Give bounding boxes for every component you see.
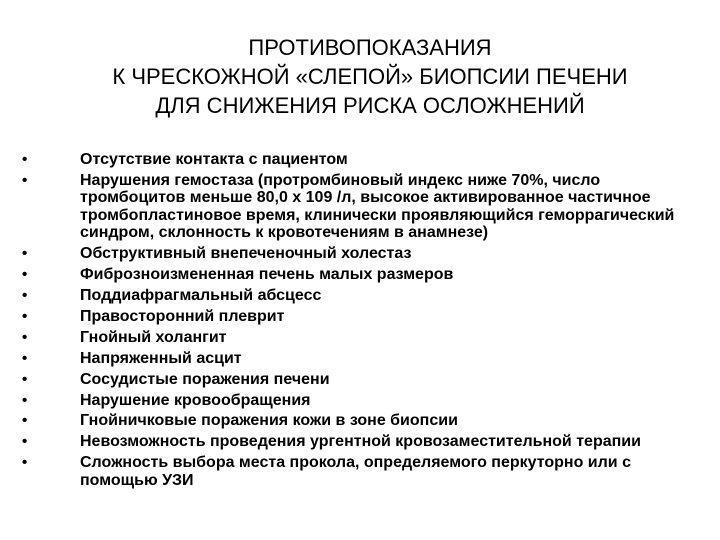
list-item-text: Нарушение кровообращения: [80, 391, 311, 409]
list-item-text: Гнойничковые поражения кожи в зоне биопсии: [80, 412, 458, 430]
list-item: [22, 454, 702, 489]
list-item-text: Поддиафрагмальный абсцесс: [80, 287, 322, 305]
bullet-icon: •: [22, 245, 28, 263]
bullet-icon: •: [22, 171, 28, 189]
bullet-icon: •: [22, 349, 28, 367]
bullet-icon: •: [22, 151, 28, 168]
list-item: [22, 151, 702, 169]
title-line: ПРОТИВОПОКАЗАНИЯ: [248, 35, 492, 60]
bullet-icon: •: [22, 266, 28, 284]
bullet-icon: •: [22, 307, 28, 325]
list-item: [22, 245, 702, 263]
list-item-text: Нарушения гемостаза (протромбиновый индекс ниже 70%, число тромбоцитов меньше 80,0 х 109 /л, высокое активированное частичное тромбопластиновое время, клинически проявляющийся геморрагический синдром, склонность к кровотечениям в анамнезе): [80, 171, 675, 242]
title-line: ДЛЯ СНИЖЕНИЯ РИСКА ОСЛОЖНЕНИЙ: [155, 93, 585, 118]
bullet-icon: •: [22, 412, 28, 430]
list-item: [22, 287, 702, 305]
bullet-icon: •: [22, 287, 28, 305]
list-item-text: Сосудистые поражения печени: [80, 370, 330, 388]
list-item: [22, 433, 702, 451]
list-item: [22, 350, 702, 368]
list-item: [22, 266, 702, 284]
list-item: [22, 172, 702, 242]
list-item-text: Напряженный асцит: [80, 349, 242, 367]
list-item: [22, 308, 702, 326]
title-line: К ЧРЕСКОЖНОЙ «СЛЕПОЙ» БИОПСИИ ПЕЧЕНИ: [112, 64, 628, 89]
list-item: [22, 392, 702, 410]
list-item: [22, 412, 702, 430]
bullet-icon: •: [22, 433, 28, 451]
bullet-icon: •: [22, 391, 28, 409]
list-item-text: Правосторонний плеврит: [80, 307, 285, 325]
bullet-icon: •: [22, 454, 28, 472]
list-item: [22, 329, 702, 347]
contraindications-list: [22, 151, 702, 493]
list-item-text: Отсутствие контакта с пациентом: [80, 151, 348, 168]
slide-title: [40, 33, 700, 120]
list-item-text: Гнойный холангит: [80, 328, 227, 346]
list-item-text: Невозможность проведения ургентной кровозаместительной терапии: [80, 433, 641, 451]
list-item-text: Фиброзноизмененная печень малых размеров: [80, 266, 454, 284]
list-item-text: Сложность выбора места прокола, определяемого перкуторно или с помощью УЗИ: [80, 454, 631, 489]
list-item-text: Обструктивный внепеченочный холестаз: [80, 245, 412, 263]
list-item: [22, 371, 702, 389]
bullet-icon: •: [22, 328, 28, 346]
bullet-icon: •: [22, 370, 28, 388]
